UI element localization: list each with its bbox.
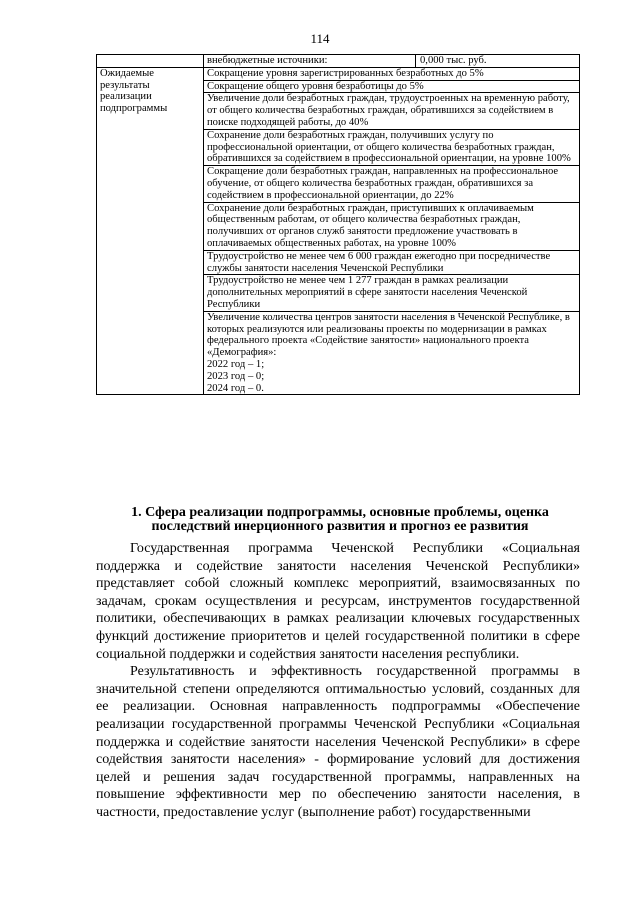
expected-results-label	[97, 67, 204, 311]
page-number: 114	[310, 31, 330, 46]
result-year: 2024 год – 0.	[207, 382, 264, 394]
label-line: реализации	[100, 91, 152, 103]
result-cell: Трудоустройство не менее чем 6 000 граждан ежегодно при посредничестве службы занятости населения Чеченской Республики	[204, 250, 580, 275]
label-line: Ожидаемые	[100, 67, 154, 79]
result-cell: Сокращение общего уровня безработицы до 5%	[204, 80, 580, 93]
subprogram-passport-table	[96, 54, 580, 395]
funding-source-label: внебюджетные источники:	[207, 55, 416, 67]
result-text: Увеличение количества центров занятости населения в Чеченской Республике, в которых реализуются или реализованы проекты по модернизации в рамках федерального проекта «Содействие занятости» национального проекта «Демография»:	[207, 311, 570, 359]
result-year: 2022 год – 1;	[207, 358, 265, 370]
label-line: результаты	[100, 79, 150, 91]
result-year: 2023 год – 0;	[207, 370, 265, 382]
result-cell: Сохранение доли безработных граждан, получивших услугу по профессиональной ориентации, от общего количества безработных граждан, обратившихся за содействием в профессиональной ориентации, на уровне 100%	[204, 129, 580, 165]
label-line: подпрограммы	[100, 103, 168, 115]
result-cell: Сокращение доли безработных граждан, направленных на профессиональное обучение, от общего количества безработных граждан, обратившихся за содействием в профессиональной ориентации, до 22%	[204, 166, 580, 202]
body-text	[96, 540, 580, 822]
table-row	[97, 55, 580, 68]
result-cell: Трудоустройство не менее чем 1 277 граждан в рамках реализации дополнительных мероприятий в сфере занятости населения Чеченской Республики	[204, 275, 580, 311]
result-cell: Увеличение доли безработных граждан, трудоустроенных на временную работу, от общего количества безработных граждан, обратившихся за содействием в поиске подходящей работы, до 40%	[204, 93, 580, 129]
paragraph: Результативность и эффективность государственной программы в значительной степени определяются оптимальностью условий, созданных для ее реализации. Основная направленность подпрограммы «Обеспечение реализации государственной программы Чеченской Республики «Социальная поддержка и содействие занятости населения Чеченской Республики» в сфере содействия занятости населения» - формирование условий для достижения целей и решения задач государственной программы, направленных на повышение эффективности мер по обеспечению занятости населения, в частности, предоставление услуг (выполнение работ) государственными	[96, 664, 580, 820]
table-cell	[204, 55, 580, 68]
table-cell-empty	[97, 55, 204, 68]
result-cell: Сохранение доли безработных граждан, приступивших к оплачиваемым общественным работам, от общего количества безработных граждан, получивших от органов служб занятости предложение участвовать в оплачиваемых общественных работах, на уровне 100%	[204, 202, 580, 250]
result-cell	[204, 311, 580, 395]
paragraph: Государственная программа Чеченской Республики «Социальная поддержка и содействие занятости населения Чеченской Республики» представляет собой сложный комплекс мероприятий, взаимосвязанных по задачам, срокам осуществления и ресурсам, инструментов государственной политики, обеспечивающих в рамках реализации ключевых государственных функций достижение приоритетов и целей государственной политики в сфере социальной поддержки и содействия занятости населения республики.	[96, 541, 580, 662]
funding-source-value: 0,000 тыс. руб.	[420, 55, 487, 66]
table-row	[97, 67, 580, 80]
table-cell-empty	[97, 311, 204, 395]
section-title: 1. Сфера реализации подпрограммы, основные проблемы, оценка последствий инерционного развития и прогноз ее развития	[131, 505, 549, 534]
result-cell: Сокращение уровня зарегистрированных безработных до 5%	[204, 67, 580, 80]
table-row	[97, 311, 580, 395]
